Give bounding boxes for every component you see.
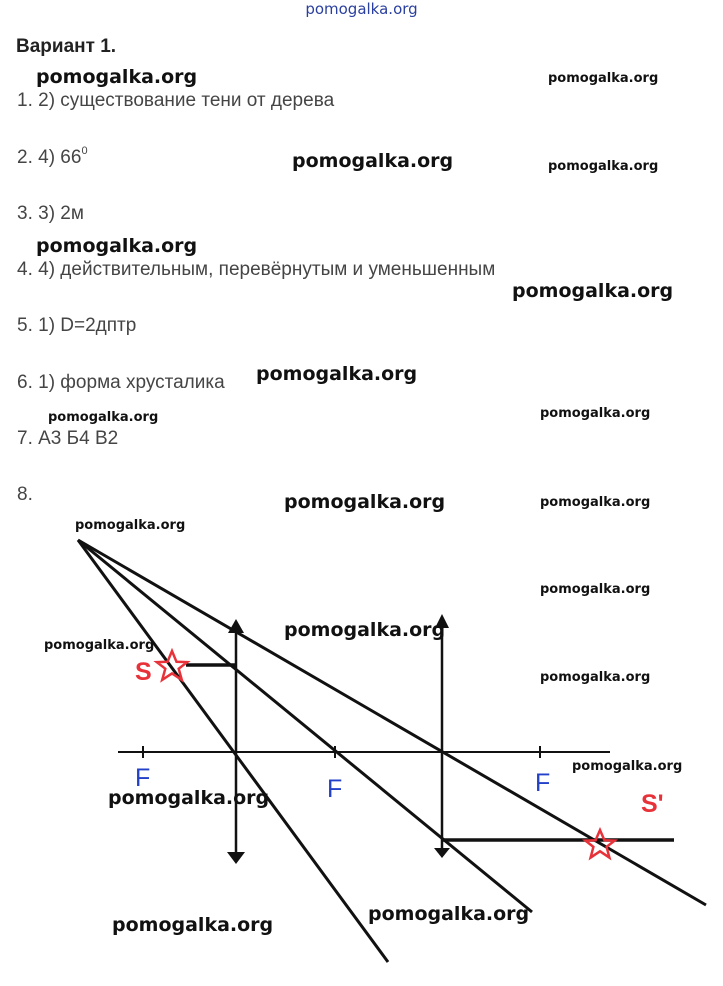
answer-6: 6. 1) форма хрусталика <box>17 372 225 393</box>
answer-5: 5. 1) D=2дптр <box>17 315 137 336</box>
answer-1: 1. 2) существование тени от дерева <box>17 90 335 111</box>
watermark: pomogalka.org <box>540 670 651 685</box>
focus-label-1: F <box>135 764 151 792</box>
watermark: pomogalka.org <box>256 363 418 385</box>
watermark: pomogalka.org <box>36 66 198 88</box>
watermark: pomogalka.org <box>108 787 270 809</box>
watermark: pomogalka.org <box>548 159 659 174</box>
lens-1-top-arrow <box>228 619 244 633</box>
watermark: pomogalka.org <box>540 582 651 597</box>
lens-2-bottom-arrow <box>434 848 450 858</box>
image-label: S' <box>641 790 664 818</box>
watermark: pomogalka.org <box>75 518 186 533</box>
focus-label-2: F <box>327 775 343 803</box>
watermark: pomogalka.org <box>112 914 274 936</box>
object-label: S <box>135 658 152 686</box>
focus-label-3: F <box>535 769 551 797</box>
watermark: pomogalka.org <box>44 638 155 653</box>
answer-7: 7. А3 Б4 В2 <box>17 428 119 449</box>
watermark: pomogalka.org <box>292 150 454 172</box>
lens-1-bottom-arrow <box>227 852 245 864</box>
watermark: pomogalka.org <box>548 71 659 86</box>
watermark: pomogalka.org <box>284 619 446 641</box>
answer-3: 3. 3) 2м <box>17 203 84 224</box>
site-link-top[interactable]: pomogalka.org <box>305 0 418 18</box>
answer-2-text: 2. 4) 66 <box>17 147 82 168</box>
page-title: Вариант 1. <box>16 36 117 57</box>
answer-2-degree: 0 <box>81 145 88 157</box>
answer-4: 4. 4) действительным, перевёрнутым и уменьшенным <box>17 259 496 280</box>
watermark: pomogalka.org <box>572 759 683 774</box>
watermark: pomogalka.org <box>284 491 446 513</box>
watermark: pomogalka.org <box>540 495 651 510</box>
watermark: pomogalka.org <box>540 406 651 421</box>
answer-8: 8. <box>17 484 33 505</box>
watermark: pomogalka.org <box>36 235 198 257</box>
watermark: pomogalka.org <box>368 903 530 925</box>
watermark: pomogalka.org <box>48 410 159 425</box>
ray-2 <box>78 540 532 912</box>
watermark: pomogalka.org <box>512 280 674 302</box>
